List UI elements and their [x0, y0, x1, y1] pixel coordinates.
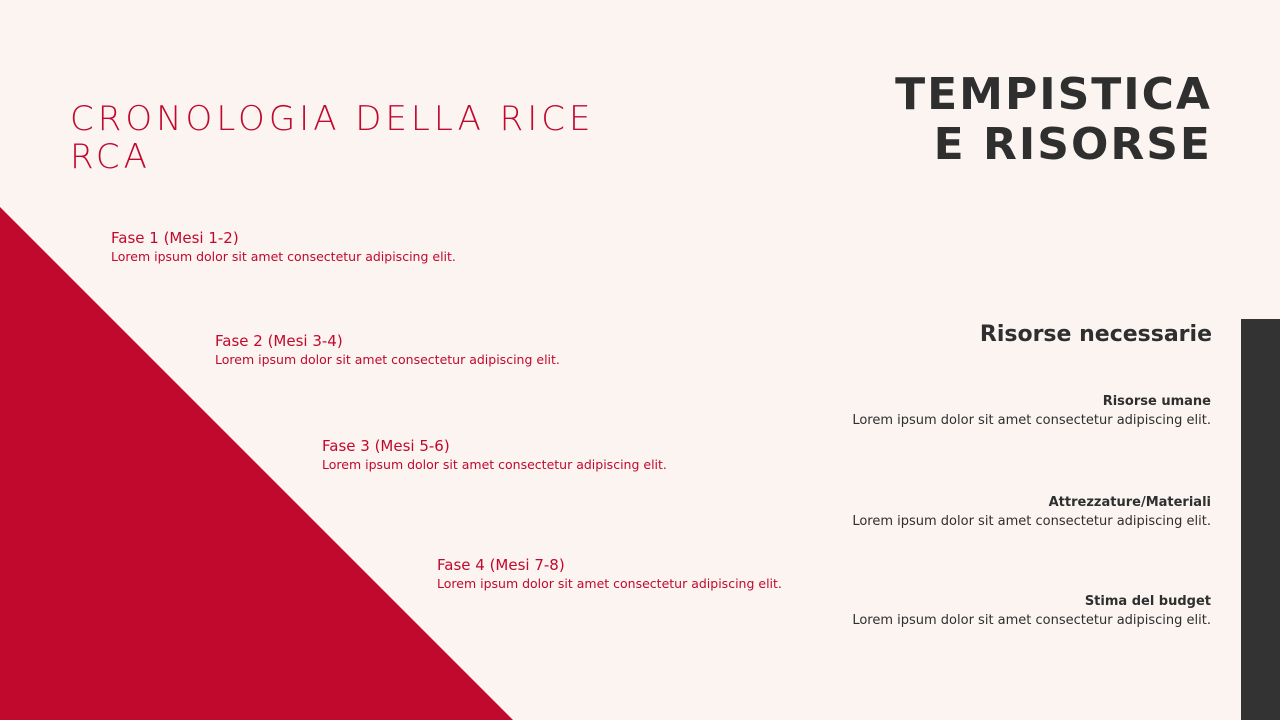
phase-description: Lorem ipsum dolor sit amet consectetur adipiscing elit.: [215, 352, 560, 367]
timeline-phase-1: [111, 228, 456, 266]
phase-title: Fase 4 (Mesi 7-8): [437, 556, 565, 574]
page-title-line-2: E RISORSE: [933, 119, 1212, 170]
timeline-phase-3: [322, 436, 667, 474]
phase-description: Lorem ipsum dolor sit amet consectetur adipiscing elit.: [437, 576, 782, 591]
resource-description: Lorem ipsum dolor sit amet consectetur adipiscing elit.: [852, 613, 1211, 628]
resources-heading: Risorse necessarie: [979, 322, 1212, 347]
page-title-line-1: TEMPISTICA: [895, 69, 1212, 120]
dark-side-bar: [1241, 319, 1280, 720]
timeline-phase-2: [215, 331, 560, 369]
timeline-phase-4: [437, 555, 782, 593]
section-label: CRONOLOGIA DELLA RICERCA: [70, 99, 595, 177]
phase-description: Lorem ipsum dolor sit amet consectetur adipiscing elit.: [322, 457, 667, 472]
resource-item-human: [852, 393, 1211, 431]
resource-title: Attrezzature/Materiali: [1048, 495, 1211, 510]
resource-item-equipment: [852, 494, 1211, 532]
phase-description: Lorem ipsum dolor sit amet consectetur adipiscing elit.: [111, 249, 456, 264]
phase-title: Fase 1 (Mesi 1-2): [111, 229, 239, 247]
resource-description: Lorem ipsum dolor sit amet consectetur adipiscing elit.: [852, 514, 1211, 529]
resource-title: Stima del budget: [1084, 594, 1211, 609]
phase-title: Fase 2 (Mesi 3-4): [215, 332, 343, 350]
phase-title: Fase 3 (Mesi 5-6): [322, 437, 450, 455]
page-title: [792, 70, 1212, 170]
resource-title: Risorse umane: [1102, 394, 1211, 409]
resource-description: Lorem ipsum dolor sit amet consectetur adipiscing elit.: [852, 413, 1211, 428]
resource-item-budget: [852, 593, 1211, 631]
